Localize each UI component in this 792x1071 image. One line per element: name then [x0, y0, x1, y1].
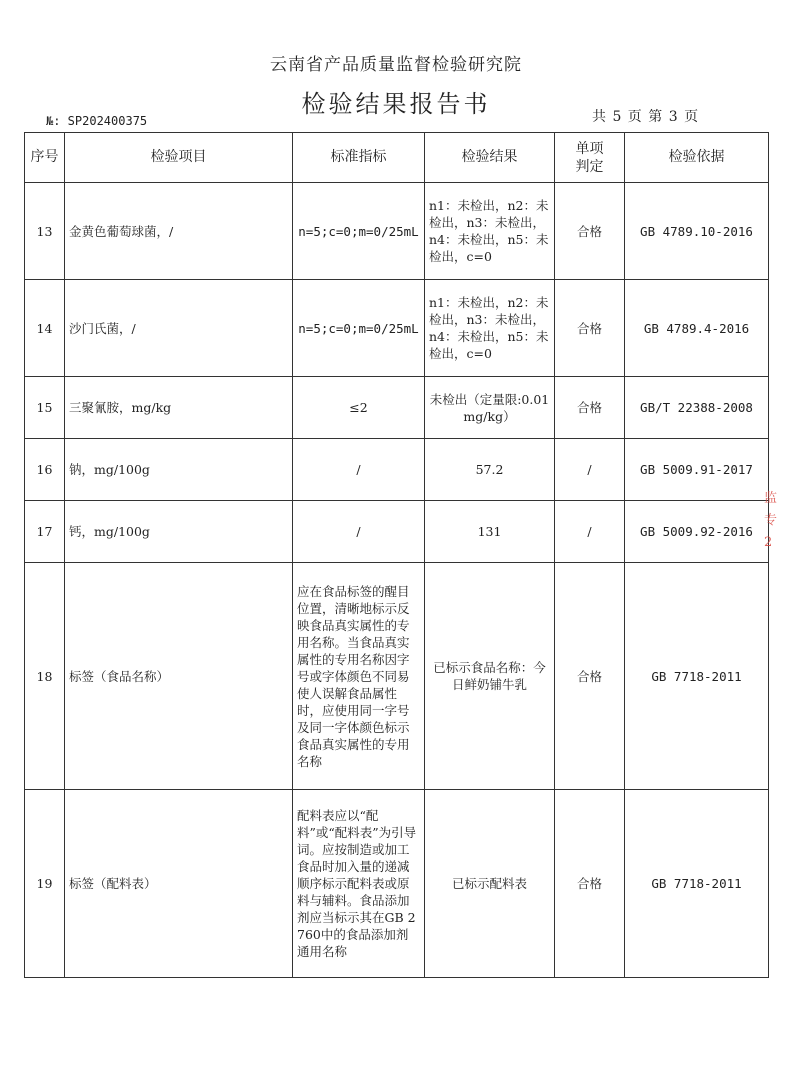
row-no: 17 [25, 501, 65, 563]
col-header-standard: 标准指标 [293, 133, 425, 183]
row-basis: GB 4789.10-2016 [625, 183, 769, 280]
table-row [25, 501, 769, 563]
row-judgment: 合格 [555, 183, 625, 280]
row-judgment: 合格 [555, 280, 625, 377]
row-basis: GB/T 22388-2008 [625, 377, 769, 439]
table-row [25, 377, 769, 439]
row-standard: n=5;c=0;m=0/25mL [293, 183, 425, 280]
table-header-row [25, 133, 769, 183]
row-result: 131 [425, 501, 555, 563]
row-no: 15 [25, 377, 65, 439]
row-standard: / [293, 501, 425, 563]
table-row [25, 439, 769, 501]
table-row [25, 563, 769, 790]
row-standard: / [293, 439, 425, 501]
row-result: 已标示配料表 [425, 790, 555, 978]
results-table [24, 132, 769, 978]
table-row [25, 183, 769, 280]
row-judgment: 合格 [555, 563, 625, 790]
row-item: 钠，mg/100g [65, 439, 293, 501]
row-no: 19 [25, 790, 65, 978]
table-row [25, 280, 769, 377]
col-header-no: 序号 [25, 133, 65, 183]
row-basis: GB 7718-2011 [625, 563, 769, 790]
row-no: 14 [25, 280, 65, 377]
row-item: 标签（食品名称） [65, 563, 293, 790]
row-no: 18 [25, 563, 65, 790]
row-item: 钙，mg/100g [65, 501, 293, 563]
row-result: n1：未检出，n2：未检出，n3：未检出，n4：未检出，n5：未检出，c=0 [425, 280, 555, 377]
row-judgment: 合格 [555, 790, 625, 978]
row-item: 金黄色葡萄球菌，/ [65, 183, 293, 280]
row-standard: n=5;c=0;m=0/25mL [293, 280, 425, 377]
row-result: 未检出（定量限:0.01mg/kg） [425, 377, 555, 439]
row-item: 沙门氏菌，/ [65, 280, 293, 377]
org-name: 云南省产品质量监督检验研究院 [270, 55, 522, 75]
row-no: 16 [25, 439, 65, 501]
report-title: 检验结果报告书 [301, 90, 491, 118]
row-basis: GB 5009.91-2017 [625, 439, 769, 501]
row-item: 三聚氰胺，mg/kg [65, 377, 293, 439]
row-no: 13 [25, 183, 65, 280]
row-judgment: / [555, 501, 625, 563]
row-judgment: 合格 [555, 377, 625, 439]
table-row [25, 790, 769, 978]
row-result: 57.2 [425, 439, 555, 501]
row-standard: 应在食品标签的醒目位置，清晰地标示反映食品真实属性的专用名称。当食品真实属性的专用名称因字号或字体颜色不同易使人误解食品属性时，应使用同一字号及同一字体颜色标示食品真实属性的专用名称 [293, 563, 425, 790]
inspection-stamp: 监 专 2 [764, 491, 778, 550]
row-result: 已标示食品名称：今日鲜奶铺牛乳 [425, 563, 555, 790]
row-basis: GB 7718-2011 [625, 790, 769, 978]
row-item: 标签（配料表） [65, 790, 293, 978]
page-info: 共 5 页 第 3 页 [592, 109, 700, 125]
report-number: №: SP202400375 [46, 114, 148, 128]
row-result: n1：未检出，n2：未检出，n3：未检出，n4：未检出，n5：未检出，c=0 [425, 183, 555, 280]
col-header-item: 检验项目 [65, 133, 293, 183]
col-header-result: 检验结果 [425, 133, 555, 183]
row-basis: GB 5009.92-2016 [625, 501, 769, 563]
row-standard: ≤2 [293, 377, 425, 439]
row-standard: 配料表应以“配料”或“配料表”为引导词。应按制造或加工食品时加入量的递减顺序标示配料表或原料与辅料。食品添加剂应当标示其在GB 2760中的食品添加剂通用名称 [293, 790, 425, 978]
col-header-judgment: 单项 判定 [555, 133, 625, 183]
col-header-basis: 检验依据 [625, 133, 769, 183]
row-basis: GB 4789.4-2016 [625, 280, 769, 377]
row-judgment: / [555, 439, 625, 501]
